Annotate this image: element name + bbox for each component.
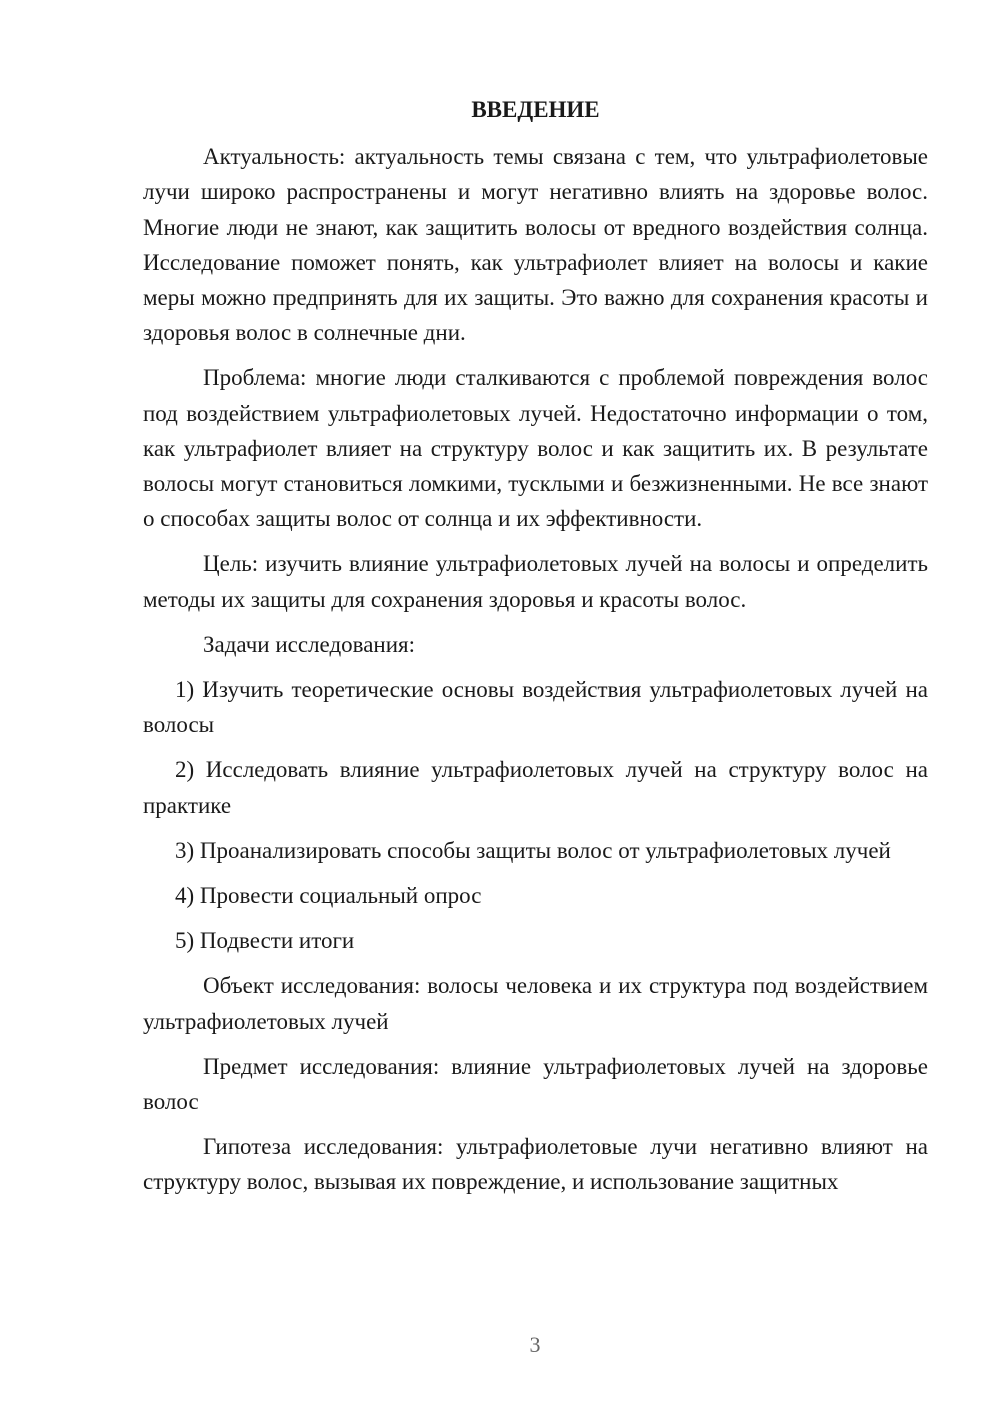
task-item-3: 3) Проанализировать способы защиты волос от ультрафиолетовых лучей [175,837,891,863]
hypothesis-paragraph: Гипотеза исследования: ультрафиолетовые лучи негативно влияют на структуру волос, вызывая их повреждение, и использование защитных [143,1134,928,1195]
object-paragraph: Объект исследования: волосы человека и их структура под воздействием ультрафиолетовых лучей [143,973,928,1034]
document-page [143,92,928,1210]
tasks-heading: Задачи исследования: [203,631,416,657]
page-number: 3 [529,1332,541,1357]
subject-paragraph: Предмет исследования: влияние ультрафиолетовых лучей на здоровье волос [143,1053,928,1115]
section-title: ВВЕДЕНИЕ [471,97,600,122]
task-item-4: 4) Провести социальный опрос [175,883,482,909]
task-item-1: 1) Изучить теоретические основы воздействия ультрафиолетовых лучей на волосы [143,677,928,738]
goal-paragraph: Цель: изучить влияние ультрафиолетовых лучей на волосы и определить методы их защиты для сохранения здоровья и красоты волос. [143,551,928,612]
problem-paragraph: Проблема: многие люди сталкиваются с проблемой повреждения волос под воздействием ультрафиолетовых лучей. Недостаточно информации о том, как ультрафиолет влияет на структуру волос и как защитить их. В результате волосы могут становиться ломкими, тусклыми и безжизненными. Не все знают о способах защиты волос от солнца и их эффективности. [143,365,928,532]
task-item-2: 2) Исследовать влияние ультрафиолетовых лучей на структуру волос на практике [143,757,928,818]
task-item-5: 5) Подвести итоги [175,928,355,954]
relevance-paragraph: Актуальность: актуальность темы связана с тем, что ультрафиолетовые лучи широко распространены и могут негативно влиять на здоровье волос. Многие люди не знают, как защитить волосы от вредного воздействия солнца. Исследование поможет понять, как ультрафиолет влияет на волосы и какие меры можно предпринять для их защиты. Это важно для сохранения красоты и здоровья волос в солнечные дни. [143,144,928,346]
